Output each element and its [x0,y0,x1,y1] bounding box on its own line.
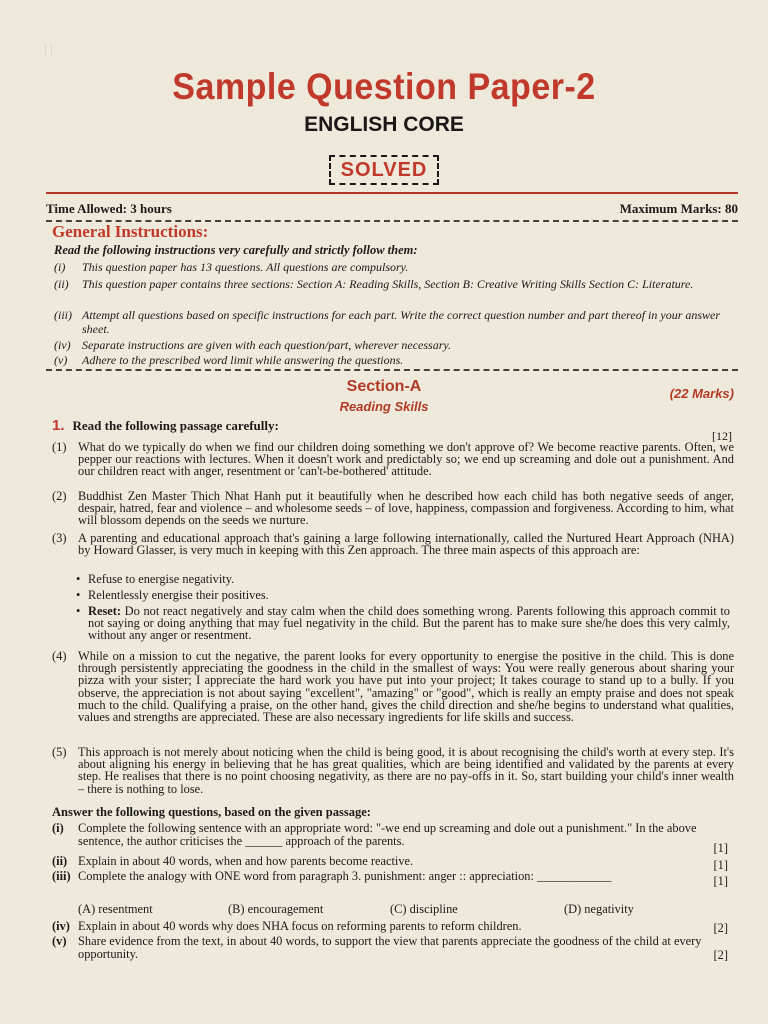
answer-heading: Answer the following questions, based on the given passage: [52,805,371,819]
instruction-item: (iv) Separate instructions are given with each question/part, wherever necessary. [54,338,452,352]
option: (D) negativity [564,902,634,916]
passage-paragraph: (4) While on a mission to cut the negative, the parent looks for every opportunity to energise the positive in the child. This is done through persistently appreciating the goodness in the child in the smallest of ways: You were really generous about sharing your pizza with your sister; I appreciate the hard work you have put into your project; It takes courage to stand up to a bully. If you observe, the appreciation is not about saying "excellent", "amazing" or "good", which is really an empty praise and does not speak much to the child. Qualifying a praise, on the other hand, gives the child direction and she/he begins to understand what qualities, values and strengths are appreciated. These are also necessary ingredients for life skills and success. [52,649,734,725]
instruction-item: (v) Adhere to the prescribed word limit while answering the questions. [54,353,404,367]
question-number: 1. [52,417,65,434]
paper-title: Sample Question Paper-2 [172,66,596,108]
instruction-item: (iii) Attempt all questions based on specific instructions for each part. Write the correct question number and part thereof in your answer sheet. [54,308,721,336]
section-title: Section-A [346,378,422,395]
passage-bullet: • Reset: Do not react negatively and stay calm when the child does something wrong. Parents following this approach commit to not saying or doing anything that may fuel negativity in the child. But the parent has to make sure she/he does this very calmly, without any anger or resentment. [76,604,730,643]
bleed-through-text: | | [44,42,54,57]
question-marks: [12] [712,429,732,443]
solved-badge: SOLVED [329,155,440,185]
sub-question: (iii) Complete the analogy with ONE word from paragraph 3. punishment: anger :: appreciation: ____________ [1] [52,869,728,888]
instruction-item: (i) This question paper has 13 questions. All questions are compulsory. [54,260,409,274]
option: (B) encouragement [228,902,324,916]
option: (C) discipline [390,902,458,916]
sub-question: (i) Complete the following sentence with an appropriate word: "-we end up screaming and dole out a punishment." In the above sentence, the author criticises the ______ approach of the parents. [1] [52,821,728,855]
question-instruction: Read the following passage carefully: [72,418,279,433]
instruction-item: (ii) This question paper contains three sections: Section A: Reading Skills, Section B: Creative Writing Skills Section C: Literature. [54,277,694,291]
header-rule [46,192,738,194]
exam-meta [46,201,738,217]
divider [46,369,738,371]
section-marks: (22 Marks) [669,386,734,401]
instructions-heading: General Instructions: [52,222,209,241]
passage-paragraph: (5) This approach is not merely about noticing when the child is being good, it is about recognising the child's worth at every step. It's about aligning his energy in believing that he has great qualities, which are being identified and validated by the parents at every step. He realises that there is no point choosing negativity, as there are no pay-offs in it. So, start building your child's inner wealth – there is nothing to lose. [52,745,734,796]
maximum-marks: Maximum Marks: 80 [619,201,738,216]
time-allowed: Time Allowed: 3 hours [46,201,172,216]
sub-question: (iv) Explain in about 40 words why does NHA focus on reforming parents to reform children. [2] [52,919,728,935]
passage-paragraph: (3) A parenting and educational approach that's gaining a large following internationally, called the Nurtured Heart Approach (NHA) by Howard Glasser, is very much in keeping with this Zen approach. The three main aspects of this approach are: [52,531,734,558]
option: (A) resentment [78,902,153,916]
passage-bullet: • Refuse to energise negativity. [76,572,235,586]
sub-question: (v) Share evidence from the text, in about 40 words, to support the view that parents appreciate the goodness of the child at every opportunity. [2] [52,934,728,962]
subject-title: ENGLISH CORE [304,113,464,136]
sub-question: (ii) Explain in about 40 words, when and how parents become reactive. [1] [52,854,728,872]
passage-paragraph: (2) Buddhist Zen Master Thich Nhat Hanh put it beautifully when he described how each child has both negative seeds of anger, despair, hatred, fear and violence – and wholesome seeds – of love, happiness, compassion and forgiveness. According to him, what will blossom depends on the seeds we nurture. [52,489,734,528]
passage-bullet: • Relentlessly energise their positives. [76,588,269,602]
question-heading [52,417,279,434]
passage-paragraph: (1) What do we typically do when we find our children doing something we don't approve of? We become reactive parents. Often, we pepper our reactions with lectures. When it doesn't work and predictably so; we end up screaming and dole out a punishment. And our children react with anger, resentment or 'can't-be-bothered' attitude. [52,440,734,479]
instructions-lead: Read the following instructions very carefully and strictly follow them: [54,243,418,257]
section-subtitle: Reading Skills [339,399,429,414]
